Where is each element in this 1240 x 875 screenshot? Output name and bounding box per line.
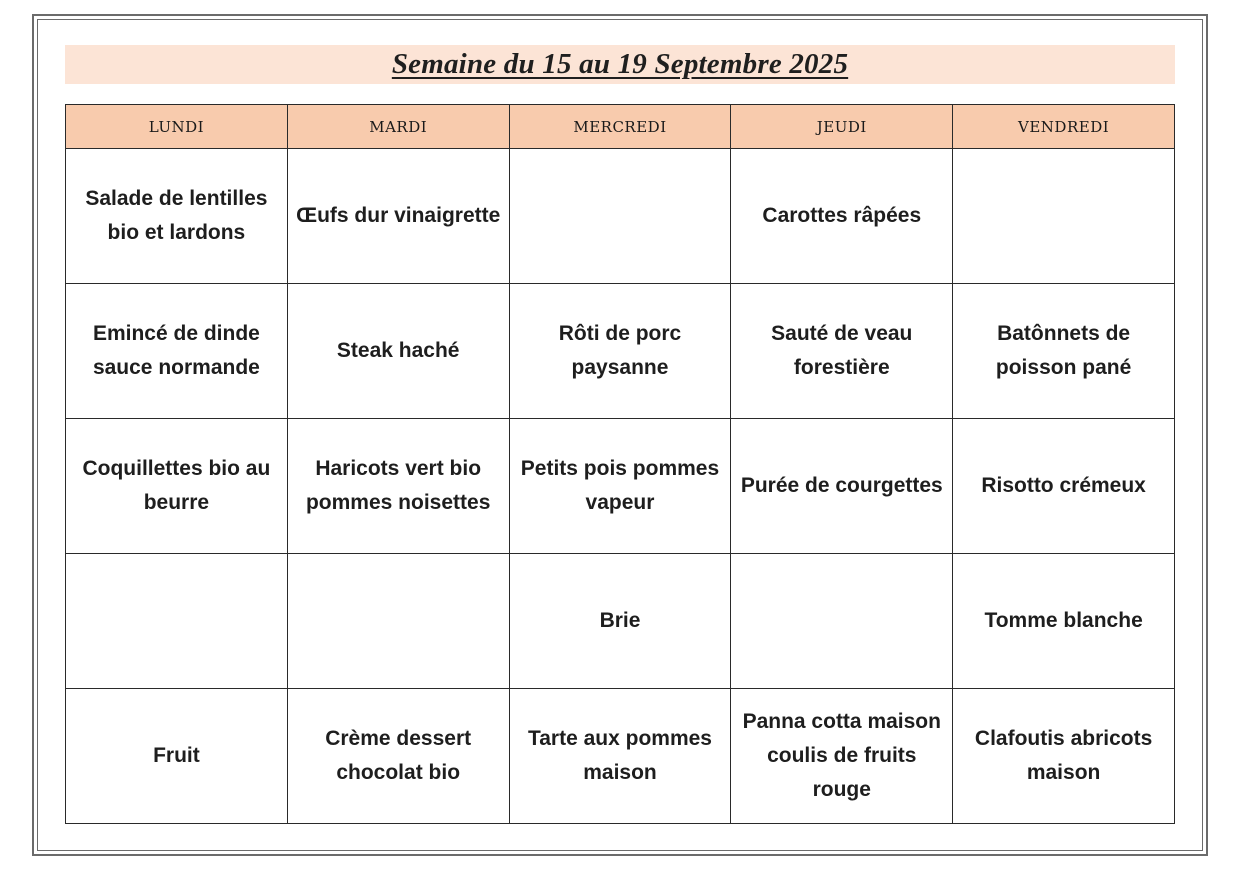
menu-cell xyxy=(731,149,953,284)
menu-cell xyxy=(509,554,731,689)
menu-cell xyxy=(731,284,953,419)
page-title: Semaine du 15 au 19 Septembre 2025 xyxy=(391,48,849,80)
menu-cell xyxy=(66,149,288,284)
dish-label: Tomme blanche xyxy=(984,609,1143,632)
dish-label: Steak haché xyxy=(336,339,460,362)
dish-label: Purée de courgettes xyxy=(740,474,943,497)
dish-label: Rôti de porc paysanne xyxy=(558,322,682,379)
menu-cell xyxy=(66,554,288,689)
day-header-mardi: MARDI xyxy=(287,105,509,149)
day-header-jeudi: JEUDI xyxy=(731,105,953,149)
dish-label: Carottes râpées xyxy=(762,204,922,227)
title-band xyxy=(65,45,1175,84)
dish-label: Tarte aux pommes maison xyxy=(527,727,712,784)
dish-label: Panna cotta maison coulis de fruits rouge xyxy=(742,710,941,801)
menu-cell xyxy=(509,689,731,824)
dish-label: Batônnets de poisson pané xyxy=(995,322,1132,379)
dish-label: Brie xyxy=(599,609,641,632)
menu-cell xyxy=(287,149,509,284)
dish-label: Risotto crémeux xyxy=(981,474,1146,497)
menu-cell xyxy=(66,689,288,824)
menu-cell xyxy=(953,554,1175,689)
dish-label: Salade de lentilles bio et lardons xyxy=(85,187,268,244)
dish-label: Crème dessert chocolat bio xyxy=(325,727,472,784)
day-header-vendredi: VENDREDI xyxy=(953,105,1175,149)
dish-label: Emincé de dinde sauce normande xyxy=(92,322,260,379)
dish-label: Œufs dur vinaigrette xyxy=(296,204,501,227)
menu-row-plat xyxy=(66,284,1175,419)
menu-header xyxy=(66,105,1175,149)
header-row xyxy=(66,105,1175,149)
menu-cell xyxy=(509,149,731,284)
menu-cell xyxy=(287,554,509,689)
menu-cell xyxy=(509,284,731,419)
menu-row-fromage xyxy=(66,554,1175,689)
menu-cell xyxy=(731,419,953,554)
menu-row-entree xyxy=(66,149,1175,284)
menu-cell xyxy=(953,149,1175,284)
dish-label: Coquillettes bio au beurre xyxy=(82,457,271,514)
weekly-menu-table xyxy=(65,104,1175,824)
menu-cell xyxy=(731,554,953,689)
menu-cell xyxy=(731,689,953,824)
day-header-lundi: LUNDI xyxy=(66,105,288,149)
menu-row-dessert xyxy=(66,689,1175,824)
menu-cell xyxy=(953,284,1175,419)
menu-cell xyxy=(287,284,509,419)
dish-label: Clafoutis abricots maison xyxy=(974,727,1153,784)
day-header-mercredi: MERCREDI xyxy=(509,105,731,149)
menu-cell xyxy=(287,419,509,554)
menu-cell xyxy=(509,419,731,554)
dish-label: Haricots vert bio pommes noisettes xyxy=(305,457,491,514)
dish-label: Petits pois pommes vapeur xyxy=(520,457,720,514)
menu-cell xyxy=(66,284,288,419)
menu-row-accompagnement xyxy=(66,419,1175,554)
dish-label: Sauté de veau forestière xyxy=(771,322,913,379)
menu-body xyxy=(66,149,1175,824)
dish-label: Fruit xyxy=(153,744,200,767)
menu-cell xyxy=(66,419,288,554)
menu-cell xyxy=(287,689,509,824)
menu-cell xyxy=(953,689,1175,824)
menu-cell xyxy=(953,419,1175,554)
